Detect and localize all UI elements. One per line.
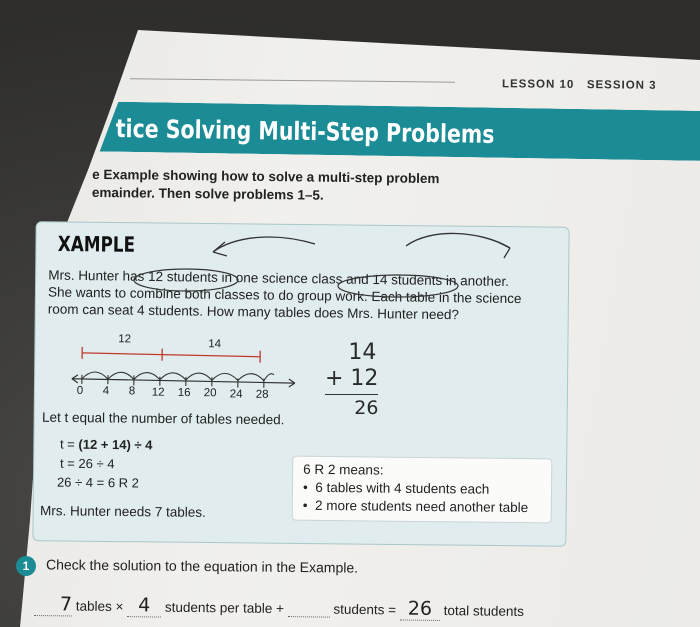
circle-14-students-icon — [336, 273, 466, 299]
remainder-bullet-1: • 6 tables with 4 students each — [302, 479, 490, 497]
extra-students-field[interactable] — [288, 601, 330, 618]
hand-plus-12: + 12 — [325, 366, 379, 391]
tick-8: 8 — [128, 385, 136, 398]
pen-arrow-right-icon — [400, 228, 520, 278]
remainder-heading: 6 R 2 means: — [303, 461, 384, 478]
hand-14: 14 — [348, 340, 377, 365]
problem-line-1: Mrs. Hunter has 12 students in one science class and 14 students in another. — [48, 267, 510, 289]
intro-text — [92, 166, 440, 206]
problem-line-2: She wants to combine both classes to do group work. Each table in the science — [47, 284, 522, 307]
per-table-answer-field[interactable]: 4 — [127, 594, 161, 617]
students-label: students = — [333, 601, 397, 618]
handwritten-addition — [325, 340, 378, 421]
lesson-label: LESSON 10 — [501, 78, 575, 91]
equation-1-lhs: t = — [59, 436, 79, 452]
question-1-number: 1 — [16, 556, 36, 576]
pen-arrow-left-icon — [205, 230, 325, 270]
tables-answer-field[interactable]: 7 — [34, 593, 72, 616]
circle-12-students-icon — [134, 267, 244, 293]
number-line — [70, 333, 311, 406]
total-label: total students — [443, 603, 525, 619]
segment-label-12: 12 — [118, 333, 132, 346]
tick-28: 28 — [255, 388, 269, 401]
lesson-session-label — [502, 78, 657, 92]
page-title: tice Solving Multi-Step Problems — [115, 114, 495, 149]
example-answer: Mrs. Hunter needs 7 tables. — [39, 503, 206, 520]
tick-16: 16 — [177, 386, 191, 400]
equation-1-rhs: (12 + 14) ÷ 4 — [78, 436, 153, 453]
total-answer-field[interactable]: 26 — [400, 597, 440, 620]
tick-24: 24 — [229, 388, 243, 401]
hand-26: 26 — [325, 394, 378, 421]
per-table-label: students per table + — [164, 599, 285, 617]
example-problem — [48, 267, 549, 325]
tick-0: 0 — [76, 384, 84, 397]
equation-1 — [60, 437, 153, 453]
let-statement: Let t equal the number of tables needed. — [41, 409, 285, 428]
remainder-bullet-2: • 2 more students need another table — [302, 497, 529, 516]
equation-2: t = 26 ÷ 4 — [59, 455, 115, 472]
question-1-text: Check the solution to the equation in the Example. — [45, 556, 359, 576]
tick-20: 20 — [203, 387, 217, 400]
equation-3: 26 ÷ 4 = 6 R 2 — [56, 474, 140, 491]
segment-label-14: 14 — [208, 338, 222, 351]
intro-line-1: e Example showing how to solve a multi-step problem — [92, 166, 440, 187]
example-title: XAMPLE — [57, 232, 136, 257]
problem-line-3: room can seat 4 students. How many tables does Mrs. Hunter need? — [47, 301, 460, 323]
intro-line-2: emainder. Then solve problems 1–5. — [91, 184, 324, 203]
tick-12: 12 — [151, 386, 165, 399]
tick-4: 4 — [102, 385, 110, 398]
session-label: SESSION 3 — [586, 79, 657, 92]
remainder-explanation-box — [292, 456, 553, 524]
tables-label: tables × — [75, 598, 124, 615]
